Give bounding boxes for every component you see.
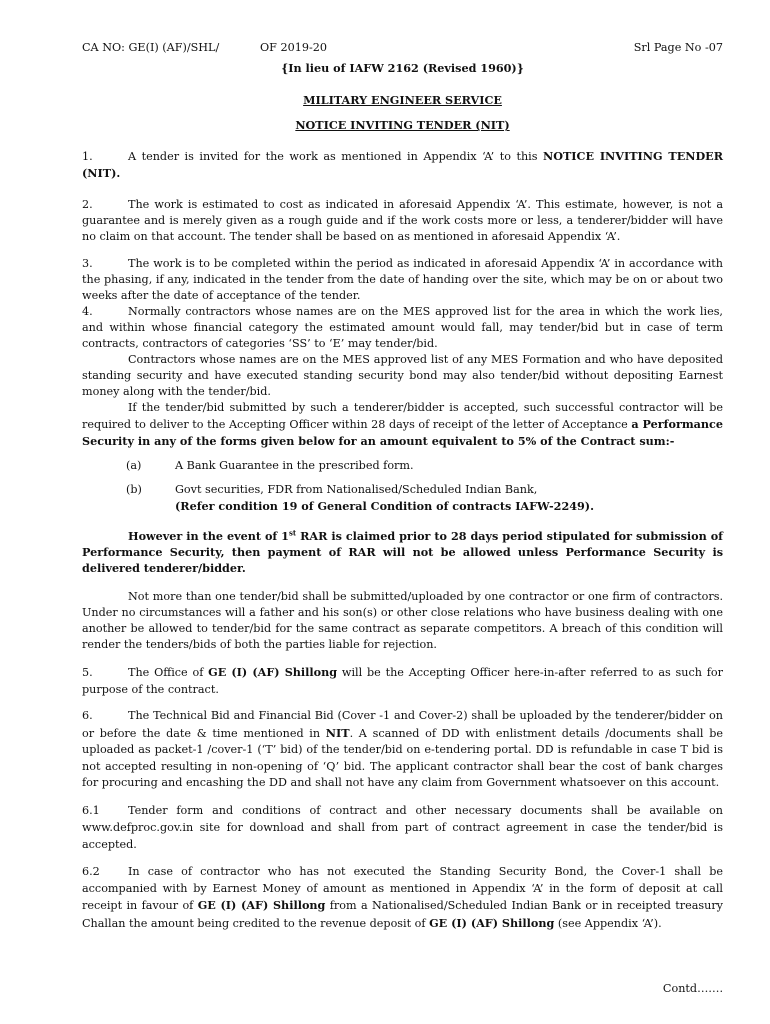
paragraph-text: The work is estimated to cost as indicated in aforesaid Appendix ‘A’. This estimate, however, is not a guarantee and is merely given as a rough guide and if the work costs more or less, a tenderer/bidder will have no claim on that account. The tender shall be based on as mentioned in aforesaid Appendix ‘A’. [82, 198, 723, 243]
paragraph-text: The Technical Bid and Financial Bid (Cover -1 and Cover-2) shall be uploaded by the tenderer/bidder on or before the date & time mentioned in [82, 709, 723, 740]
office-name: GE (I) (AF) Shillong [197, 898, 326, 913]
list-item [82, 482, 723, 514]
paragraph-bold-text: NIT [325, 725, 350, 740]
paragraph-4-standing-security [82, 352, 723, 400]
paragraph-text: However in the event of 1 [128, 529, 289, 543]
paragraph-number: 5. [82, 666, 93, 679]
paragraph-6-1 [82, 802, 723, 853]
office-name: GE (I) (AF) Shillong [429, 915, 555, 930]
paragraph-number: 1. [82, 150, 93, 163]
paragraph-text: RAR is claimed prior to 28 days period stipulated for submission of Performance Security, then payment of RAR will not be allowed unless Performance Security is delivered tenderer/bidder. [82, 529, 723, 575]
paragraph-text: Contractors whose names are on the MES approved list of any MES Formation and who have deposited standing security and have executed standing security bond may also tender/bid without depositing Earnest money along with the tender/bid. [82, 353, 723, 398]
paragraph-text: The work is to be completed within the period as indicated in aforesaid Appendix ‘A’ in accordance with the phasing, if any, indicated in the tender from the date of handing over the site, which may be on or about two weeks after the date of acceptance of the tender. [82, 257, 723, 302]
paragraph-number: 6. [82, 709, 93, 722]
paragraph-number: 6.1 [82, 803, 100, 817]
list-item [82, 458, 723, 474]
in-lieu-note: {In lieu of IAFW 2162 (Revised 1960)} [281, 61, 524, 75]
paragraph-number: 6.2 [82, 864, 100, 878]
paragraph-6-2 [82, 863, 723, 933]
contract-year: OF 2019-20 [260, 41, 327, 54]
list-item-text: A Bank Guarantee in the prescribed form. [175, 459, 414, 472]
paragraph-text: . A scanned of DD with enlistment details /documents shall be uploaded as packet-1 /cover-1 (‘T’ bid) of the tender/bid on e-tendering portal. DD is refundable in case T bid is not accepted resulting in non-opening of ‘Q’ bid. The applicant contractor shall bear the cost of bank charges for procuring and encashing the DD and shall not have any claim from Government whatsoever on this account. [82, 726, 723, 789]
serial-page-number: Srl Page No -07 [633, 41, 723, 54]
paragraph-text: If the tender/bid submitted by such a tenderer/bidder is accepted, such successful contractor will be required to deliver to the Accepting Officer within 28 days of receipt of the letter of Acceptance [82, 401, 723, 431]
paragraph-text: Tender form and conditions of contract and other necessary documents shall be available on www.defproc.gov.in site for download and shall from part of contract agreement in case the tender/bid is accepted. [82, 803, 723, 851]
paragraph-3 [82, 256, 723, 304]
paragraph-number: 3. [82, 257, 93, 270]
paragraph-text: Not more than one tender/bid shall be submitted/uploaded by one contractor or one firm of contractors. Under no circumstances will a father and his son(s) or other close relations who have business dealing with one another be allowed to tender/bid for the same contract as separate competitors. A breach of this condition will render the tenders/bids of both the parties liable for rejection. [82, 590, 723, 651]
paragraph-5 [82, 664, 723, 698]
paragraph-text: A tender is invited for the work as mentioned in Appendix ‘A’ to this [128, 150, 544, 163]
continued-marker: Contd……. [662, 982, 723, 995]
paragraph-text: (see Appendix ‘A’). [554, 916, 662, 930]
paragraph-text: The Office of [128, 666, 209, 679]
paragraph-1 [82, 148, 723, 182]
list-item-key: (a) [126, 459, 142, 472]
paragraph-number: 4. [82, 305, 93, 318]
paragraph-bold-text: a Performance Security in any of the forms given below for an amount equivalent to 5% of the Contract sum:- [82, 417, 723, 448]
office-name: GE (I) (AF) Shillong [208, 665, 338, 679]
contract-number: CA NO: GE(I) (AF)/SHL/ [82, 41, 220, 54]
paragraph-4 [82, 304, 723, 352]
page-header [82, 40, 723, 58]
list-item-key: (b) [126, 483, 142, 496]
document-title: NOTICE INVITING TENDER (NIT) [295, 118, 510, 132]
paragraph-4-performance-security [82, 400, 723, 450]
paragraph-text: will be the Accepting Officer here-in-after referred to as such for purpose of the contract. [82, 666, 723, 696]
paragraph-2 [82, 197, 723, 245]
ordinal-suffix: st [288, 528, 297, 538]
organisation-heading: MILITARY ENGINEER SERVICE [303, 93, 502, 107]
list-item-note: (Refer condition 19 of General Condition of contracts IAFW-2249). [175, 499, 594, 513]
rar-paragraph [82, 528, 723, 576]
paragraph-text: Normally contractors whose names are on the MES approved list for the area in which the work lies, and within whose financial category the estimated amount would fall, may tender/bid but in case of term contracts, contractors of categories ‘SS’ to ‘E’ may tender/bid. [82, 305, 723, 350]
paragraph-bold-text: NOTICE INVITING TENDER (NIT). [82, 149, 723, 180]
list-item-text: Govt securities, FDR from Nationalised/Scheduled Indian Bank, [175, 483, 538, 496]
single-bid-paragraph [82, 589, 723, 653]
paragraph-6 [82, 708, 723, 792]
paragraph-text: from a Nationalised/Scheduled Indian Bank or in receipted treasury Challan the amount being credited to the revenue deposit of [82, 899, 723, 930]
paragraph-number: 2. [82, 198, 93, 211]
document-page [82, 40, 723, 995]
paragraph-text: In case of contractor who has not executed the Standing Security Bond, the Cover-1 shall be accompanied with by Earnest Money of amount as mentioned in Appendix ‘A’ in the form of deposit at call receipt in favour of [82, 864, 723, 913]
